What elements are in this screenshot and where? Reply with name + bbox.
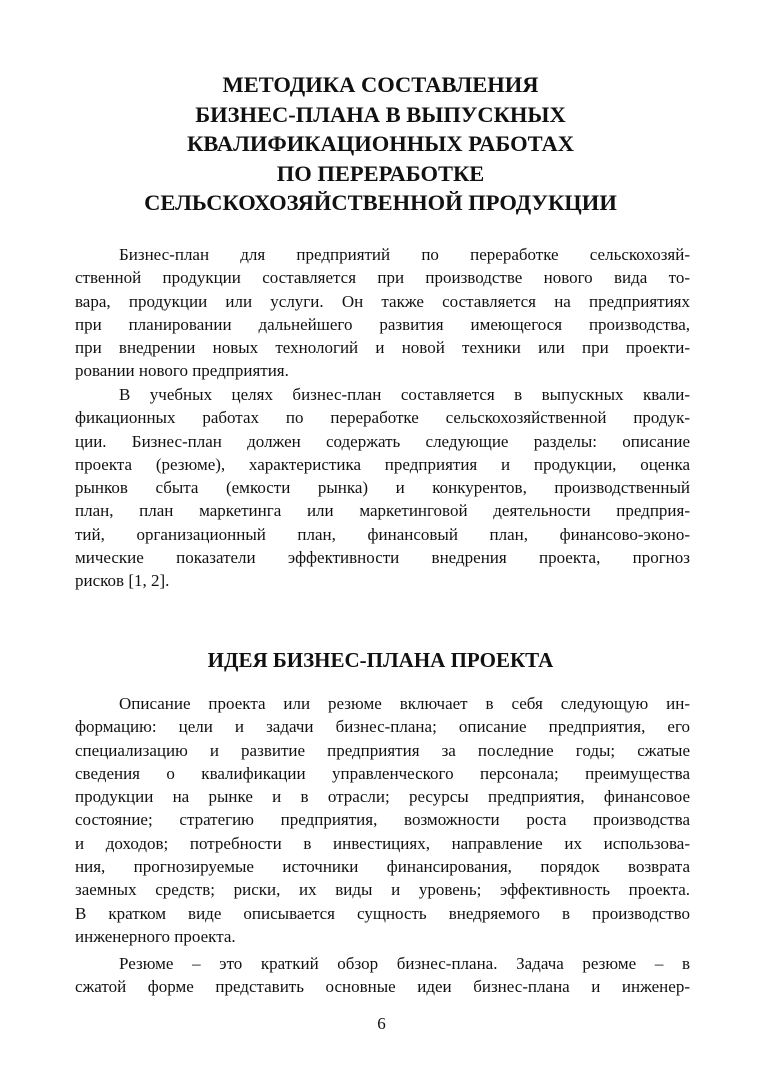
chapter-title-line: КВАЛИФИКАЦИОННЫХ РАБОТАХ — [186, 131, 574, 156]
text-line: вара, продукции или услуги. Он также составляется на предприятиях — [75, 291, 690, 311]
text-line: продукции на рынке и в отрасли; ресурсы предприятия, финансовое — [75, 787, 690, 807]
text-line: инженерного проекта. — [75, 926, 236, 946]
section-paragraph-2 — [75, 952, 690, 999]
text-line: ния, прогнозируемые источники финансирования, порядок возврата — [75, 857, 690, 877]
text-line: формацию: цели и задачи бизнес-плана; описание предприятия, его — [75, 717, 690, 737]
text-line: проекта (резюме), характеристика предприятия и продукции, оценка — [75, 454, 690, 474]
text-line: сведения о квалификации управленческого персонала; преимущества — [75, 763, 690, 783]
section-paragraph-1 — [75, 692, 690, 948]
text-line: рисков [1, 2]. — [75, 571, 170, 591]
page-number: 6 — [377, 1014, 386, 1033]
text-line: В учебных целях бизнес-план составляется в выпускных квали- — [119, 385, 690, 404]
chapter-title — [70, 70, 691, 218]
text-line: Резюме – это краткий обзор бизнес-плана. Задача резюме – в — [119, 954, 690, 973]
text-line: при внедрении новых технологий и новой техники или при проекти- — [75, 338, 690, 358]
text-line: ции. Бизнес-план должен содержать следующие разделы: описание — [75, 431, 690, 451]
text-line: сжатой форме представить основные идеи бизнес-плана и инженер- — [75, 977, 690, 997]
text-line: при планировании дальнейшего развития имеющегося производства, — [75, 314, 690, 334]
text-line: В кратком виде описывается сущность внедряемого в производство — [75, 903, 690, 923]
chapter-title-line: ПО ПЕРЕРАБОТКЕ — [276, 160, 485, 186]
text-line: Бизнес-план для предприятий по переработке сельскохозяй- — [119, 245, 690, 264]
text-line: состояние; стратегию предприятия, возможности роста производства — [75, 810, 690, 830]
text-line: план, план маркетинга или маркетинговой деятельности предприя- — [75, 501, 690, 521]
chapter-title-line: МЕТОДИКА СОСТАВЛЕНИЯ — [222, 72, 539, 97]
intro-paragraph-1 — [75, 243, 690, 383]
text-line: и доходов; потребности в инвестициях, направление их использова- — [75, 833, 690, 853]
text-line: специализацию и развитие предприятия за последние годы; сжатые — [75, 740, 690, 760]
text-line: фикационных работах по переработке сельскохозяйственной продук- — [75, 408, 690, 428]
chapter-title-line: СЕЛЬСКОХОЗЯЙСТВЕННОЙ ПРОДУКЦИИ — [144, 190, 617, 215]
text-line: Описание проекта или резюме включает в себя следующую ин- — [119, 694, 690, 713]
text-line: тий, организационный план, финансовый план, финансово-эконо- — [75, 524, 690, 544]
chapter-title-line: БИЗНЕС-ПЛАНА В ВЫПУСКНЫХ — [195, 101, 566, 127]
section-heading: ИДЕЯ БИЗНЕС-ПЛАНА ПРОЕКТА — [207, 648, 554, 672]
text-line: рынков сбыта (емкости рынка) и конкурентов, производственный — [75, 478, 690, 498]
text-line: мические показатели эффективности внедрения проекта, прогноз — [75, 548, 690, 568]
text-line: заемных средств; риски, их виды и уровень; эффективность проекта. — [75, 880, 690, 900]
text-line: ственной продукции составляется при производстве нового вида то- — [75, 268, 690, 288]
intro-paragraph-2 — [75, 383, 690, 593]
text-line: ровании нового предприятия. — [75, 361, 289, 381]
